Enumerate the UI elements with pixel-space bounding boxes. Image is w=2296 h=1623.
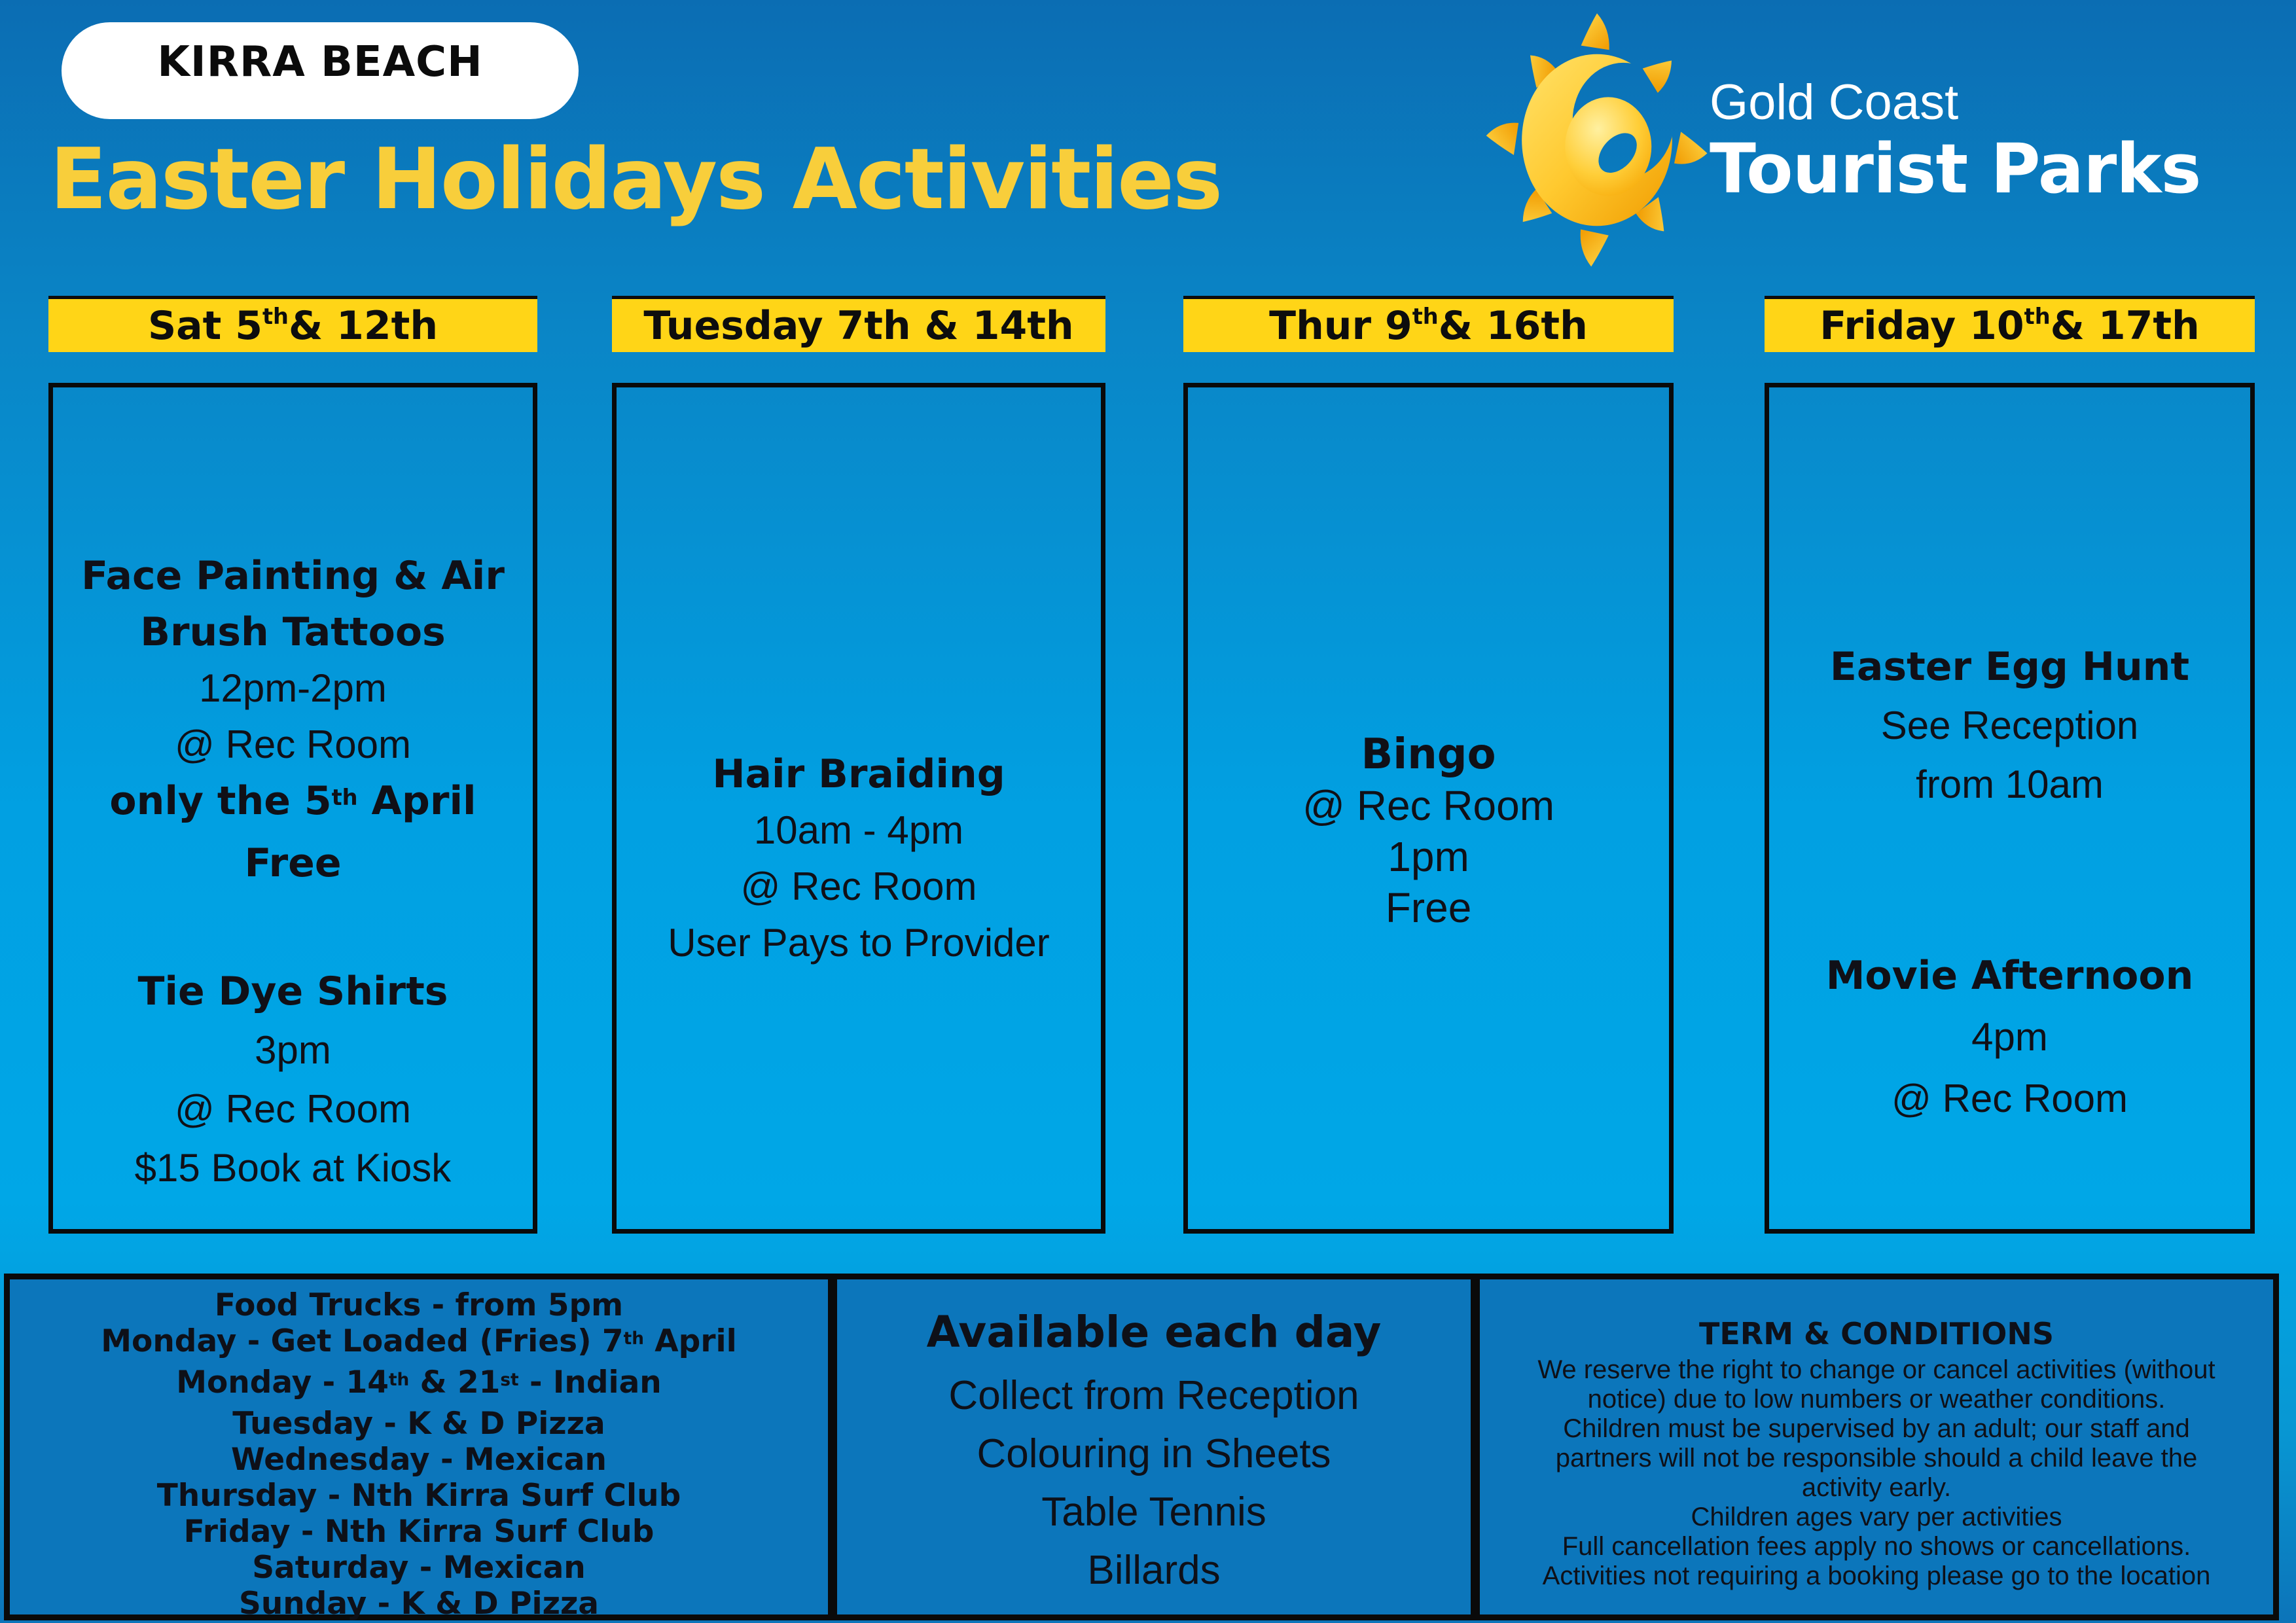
terms-line: We reserve the right to change or cancel activities (without bbox=[1537, 1355, 2215, 1384]
activity-line: @ Rec Room bbox=[175, 1087, 411, 1131]
activity-line: @ Rec Room bbox=[1302, 782, 1555, 829]
activity-line: Face Painting & Air bbox=[81, 553, 505, 599]
food-truck-line: Wednesday - Mexican bbox=[231, 1442, 607, 1478]
daily-activities-title: Available each day bbox=[926, 1307, 1382, 1357]
food-truck-line: Sunday - K & D Pizza bbox=[238, 1586, 600, 1622]
day-box-thursday bbox=[1183, 383, 1674, 1234]
activity-line: Easter Egg Hunt bbox=[1829, 644, 2190, 690]
activity-line: 10am - 4pm bbox=[753, 808, 964, 852]
activity-line: Free bbox=[244, 840, 342, 886]
terms-title: TERM & CONDITIONS bbox=[1698, 1316, 2054, 1351]
activity-line: Tie Dye Shirts bbox=[137, 969, 448, 1014]
activity-line: Movie Afternoon bbox=[1825, 953, 2194, 999]
food-truck-line: Monday - Get Loaded (Fries) 7th April bbox=[101, 1323, 737, 1359]
terms-text bbox=[1480, 1355, 2273, 1591]
activity-section bbox=[56, 962, 530, 1198]
activity-section bbox=[1772, 637, 2248, 814]
daily-activities-panel bbox=[831, 1274, 1477, 1620]
activity-section bbox=[1772, 945, 2248, 1130]
food-truck-line: Friday - Nth Kirra Surf Club bbox=[183, 1514, 655, 1550]
food-truck-line: Thursday - Nth Kirra Surf Club bbox=[156, 1478, 681, 1514]
activity-section bbox=[56, 548, 530, 891]
daily-activities-list bbox=[837, 1366, 1471, 1599]
daily-activity-item: Collect from Reception bbox=[948, 1373, 1359, 1418]
daily-activity-item: Table Tennis bbox=[1041, 1489, 1266, 1535]
logo-line-gold-coast: Gold Coast bbox=[1710, 75, 1959, 130]
activity-line: @ Rec Room bbox=[740, 865, 977, 908]
day-header-friday: Friday 10 $^{th}$ & 17th bbox=[1765, 296, 2255, 352]
day-header-saturday: Sat 5 $^{th}$ & 12th bbox=[48, 296, 537, 352]
park-name-label: KIRRA BEACH bbox=[157, 38, 483, 86]
day-box-tuesday bbox=[612, 383, 1105, 1234]
activity-line: Free bbox=[1385, 884, 1472, 931]
activity-line: User Pays to Provider bbox=[668, 921, 1050, 965]
daily-activity-item: Colouring in Sheets bbox=[977, 1431, 1331, 1476]
activity-line: Brush Tattoos bbox=[140, 609, 446, 655]
day-header-thursday: Thur 9 $^{th}$ & 16th bbox=[1183, 296, 1674, 352]
activity-line: Bingo bbox=[1361, 730, 1496, 779]
activity-line: @ Rec Room bbox=[1892, 1077, 2128, 1120]
sun-ball bbox=[1565, 97, 1651, 196]
day-box-saturday bbox=[48, 383, 537, 1234]
terms-line: Activities not requiring a booking please go to the location bbox=[1542, 1561, 2211, 1590]
activity-line: @ Rec Room bbox=[175, 722, 411, 766]
activity-line: from 10am bbox=[1916, 762, 2104, 806]
activity-line: See Reception bbox=[1880, 704, 2139, 747]
terms-line: notice) due to low numbers or weather conditions. bbox=[1587, 1385, 2166, 1414]
activity-line: Hair Braiding bbox=[712, 751, 1005, 797]
food-trucks-list bbox=[10, 1279, 828, 1622]
activity-line: 12pm-2pm bbox=[199, 666, 387, 710]
terms-line: partners will not be responsible should a child leave the bbox=[1555, 1444, 2198, 1472]
activity-line: $15 Book at Kiosk bbox=[134, 1146, 452, 1190]
activity-line: only the 5th April bbox=[109, 778, 476, 824]
park-name-badge bbox=[62, 22, 579, 119]
page-title: Easter Holidays Activities bbox=[50, 131, 1222, 228]
terms-line: Children ages vary per activities bbox=[1691, 1503, 2062, 1531]
logo-wordmark bbox=[1710, 75, 2201, 209]
food-truck-line: Monday - 14th & 21st - Indian bbox=[176, 1364, 662, 1400]
day-header-tuesday: Tuesday 7th & 14th bbox=[612, 296, 1105, 352]
sun-logo-icon bbox=[1480, 3, 1713, 277]
activity-section bbox=[619, 746, 1098, 971]
activity-section bbox=[1191, 729, 1666, 933]
terms-panel bbox=[1474, 1274, 2279, 1620]
logo-line-tourist-parks: Tourist Parks bbox=[1710, 129, 2201, 209]
food-truck-line: Tuesday - K & D Pizza bbox=[232, 1406, 605, 1442]
food-trucks-panel bbox=[4, 1274, 834, 1620]
daily-activity-item: Billards bbox=[1087, 1548, 1221, 1593]
terms-line: activity early. bbox=[1801, 1473, 1952, 1502]
terms-line: Full cancellation fees apply no shows or cancellations. bbox=[1562, 1532, 2191, 1561]
day-box-friday bbox=[1765, 383, 2255, 1234]
activity-line: 4pm bbox=[1971, 1015, 2048, 1059]
food-truck-line: Food Trucks - from 5pm bbox=[214, 1287, 624, 1323]
activity-line: 3pm bbox=[255, 1028, 331, 1072]
food-truck-line: Saturday - Mexican bbox=[252, 1550, 586, 1586]
terms-line: Children must be supervised by an adult; our staff and bbox=[1563, 1414, 2190, 1443]
activity-line: 1pm bbox=[1388, 833, 1469, 880]
